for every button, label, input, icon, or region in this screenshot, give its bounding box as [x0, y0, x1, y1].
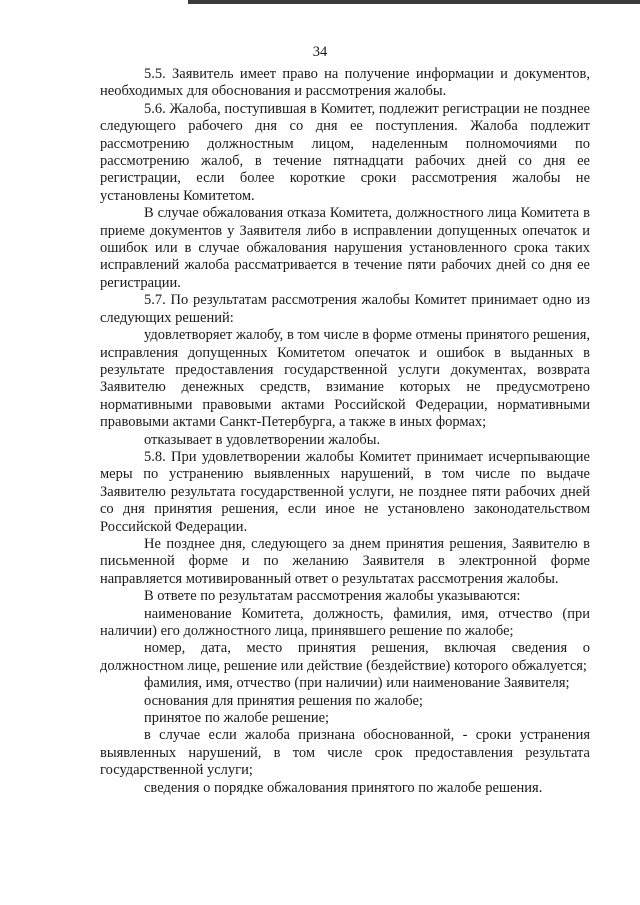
- paragraph-answer-contents: В ответе по результатам рассмотрения жалобы указываются:: [144, 588, 521, 605]
- paragraph-appeal-refusal: В случае обжалования отказа Комитета, должностного лица Комитета в приеме документов у Заявителя либо в исправлении допущенных опечаток и ошибок или в случае обжалования нарушения установленного срока таких исправлений жалоба рассматривается в течение пяти рабочих дней со дня ее регистрации.: [100, 205, 590, 291]
- paragraph-decision-satisfy: удовлетворяет жалобу, в том числе в форме отмены принятого решения, исправления допущенных Комитетом опечаток и ошибок в выданных в результате предоставления государственной услуги документах, возврата Заявителю денежных средств, взимание которых не предусмотрено нормативными правовыми актами Российской Федерации, нормативными правовыми актами Санкт-Петербурга, а также в иных формах;: [100, 327, 590, 431]
- paragraph-reasoned-answer: Не позднее дня, следующего за днем принятия решения, Заявителю в письменной форме и по желанию Заявителя в электронной форме направляется мотивированный ответ о результатах рассмотрения жалобы.: [100, 535, 590, 587]
- list-item-applicant-name: фамилия, имя, отчество (при наличии) или наименование Заявителя;: [144, 675, 570, 692]
- top-border-line: [188, 0, 640, 4]
- list-item-committee-official: наименование Комитета, должность, фамилия, имя, отчество (при наличии) его должностного лица, принявшего решение по жалобе;: [100, 605, 590, 639]
- paragraph-5-7: 5.7. По результатам рассмотрения жалобы Комитет принимает одно из следующих решений:: [100, 292, 590, 326]
- paragraph-5-6: 5.6. Жалоба, поступившая в Комитет, подлежит регистрации не позднее следующего рабочего дня со дня ее поступления. Жалоба подлежит рассмотрению должностным лицом, наделенным полномочиями по рассмотрению жалоб, в течение пятнадцати рабочих дней со дня ее регистрации, если более короткие сроки рассмотрения жалобы не установлены Комитетом.: [100, 100, 590, 204]
- list-item-appeal-procedure: сведения о порядке обжалования принятого по жалобе решения.: [144, 779, 543, 796]
- paragraph-5-5: 5.5. Заявитель имеет право на получение информации и документов, необходимых для обоснования и рассмотрения жалобы.: [100, 66, 590, 100]
- page-number: 34: [312, 44, 328, 60]
- list-item-decision-grounds: основания для принятия решения по жалобе;: [144, 692, 423, 709]
- list-item-decision-taken: принятое по жалобе решение;: [144, 710, 330, 727]
- paragraph-decision-refuse: отказывает в удовлетворении жалобы.: [144, 431, 381, 448]
- list-item-decision-number-date: номер, дата, место принятия решения, включая сведения о должностном лице, решение или действие (бездействие) которого обжалуется;: [100, 640, 590, 674]
- paragraph-5-8: 5.8. При удовлетворении жалобы Комитет принимает исчерпывающие меры по устранению выявленных нарушений, в том числе по выдаче Заявителю результата государственной услуги, не позднее пяти рабочих дней со дня принятия решения, если иное не установлено законодательством Российской Федерации.: [100, 448, 590, 535]
- document-body: [100, 66, 590, 797]
- list-item-elimination-terms: в случае если жалоба признана обоснованной, - сроки устранения выявленных нарушений, в том числе срок предоставления результата государственной услуги;: [100, 727, 590, 779]
